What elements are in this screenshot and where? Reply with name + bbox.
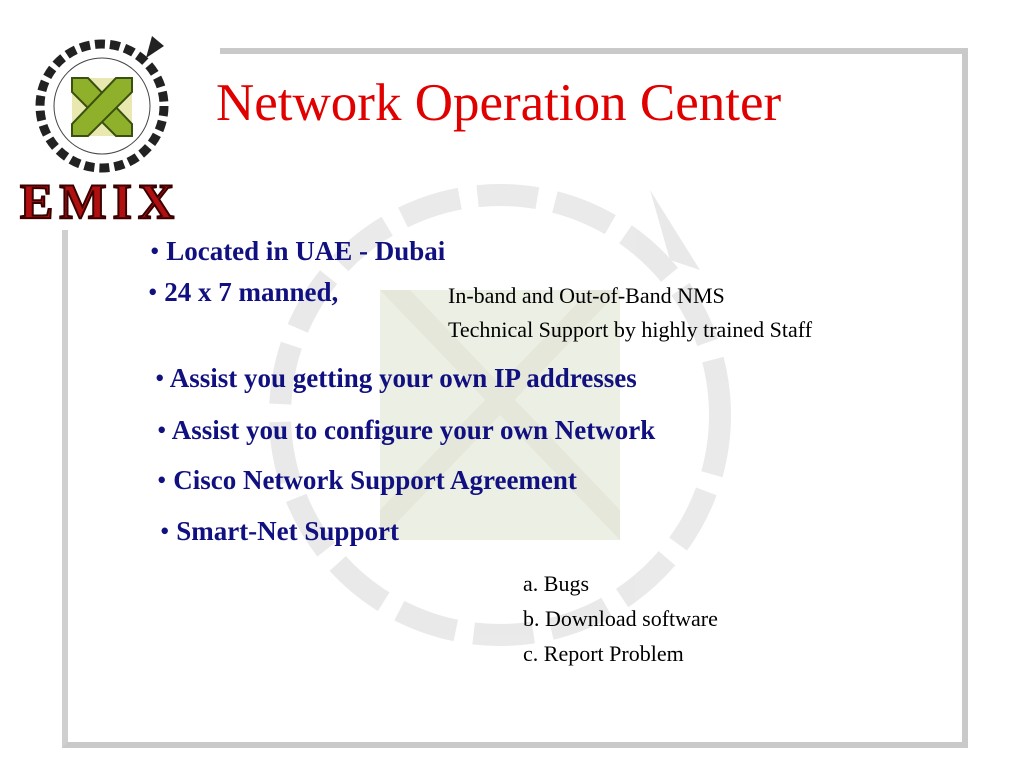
logo-text: EMIX xyxy=(20,173,181,228)
emix-logo xyxy=(14,28,194,228)
bullet-location xyxy=(150,235,445,267)
support-item-report: c. Report Problem xyxy=(523,641,684,666)
bullet-marker: • xyxy=(150,236,160,266)
bullet-text: Cisco Network Support Agreement xyxy=(173,465,577,495)
support-item-download: b. Download software xyxy=(523,606,718,631)
bullet-configure-network xyxy=(157,414,655,446)
bullet-marker: • xyxy=(160,516,170,546)
bullet-marker: • xyxy=(157,465,167,495)
bullet-text: Assist you getting your own IP addresses xyxy=(169,363,637,393)
bullet-marker: • xyxy=(157,415,167,445)
logo-x-emblem-icon xyxy=(72,78,132,136)
bullet-cisco-agreement xyxy=(157,464,577,496)
support-item-bugs: a. Bugs xyxy=(523,571,589,596)
bullet-marker: • xyxy=(148,277,158,307)
bullet-text: 24 x 7 manned, xyxy=(164,277,339,307)
bullet-text: Located in UAE - Dubai xyxy=(166,236,446,266)
bullet-manned xyxy=(148,276,338,308)
bullet-smartnet xyxy=(160,515,399,547)
page-title: Network Operation Center xyxy=(216,74,782,132)
manned-detail-nms: In-band and Out-of-Band NMS xyxy=(448,283,725,308)
bullet-text: Smart-Net Support xyxy=(176,516,399,546)
manned-detail-support: Technical Support by highly trained Staff xyxy=(448,317,813,342)
bullet-text: Assist you to configure your own Network xyxy=(171,415,656,445)
bullet-marker: • xyxy=(155,363,165,393)
bullet-ip-addresses xyxy=(155,362,637,394)
